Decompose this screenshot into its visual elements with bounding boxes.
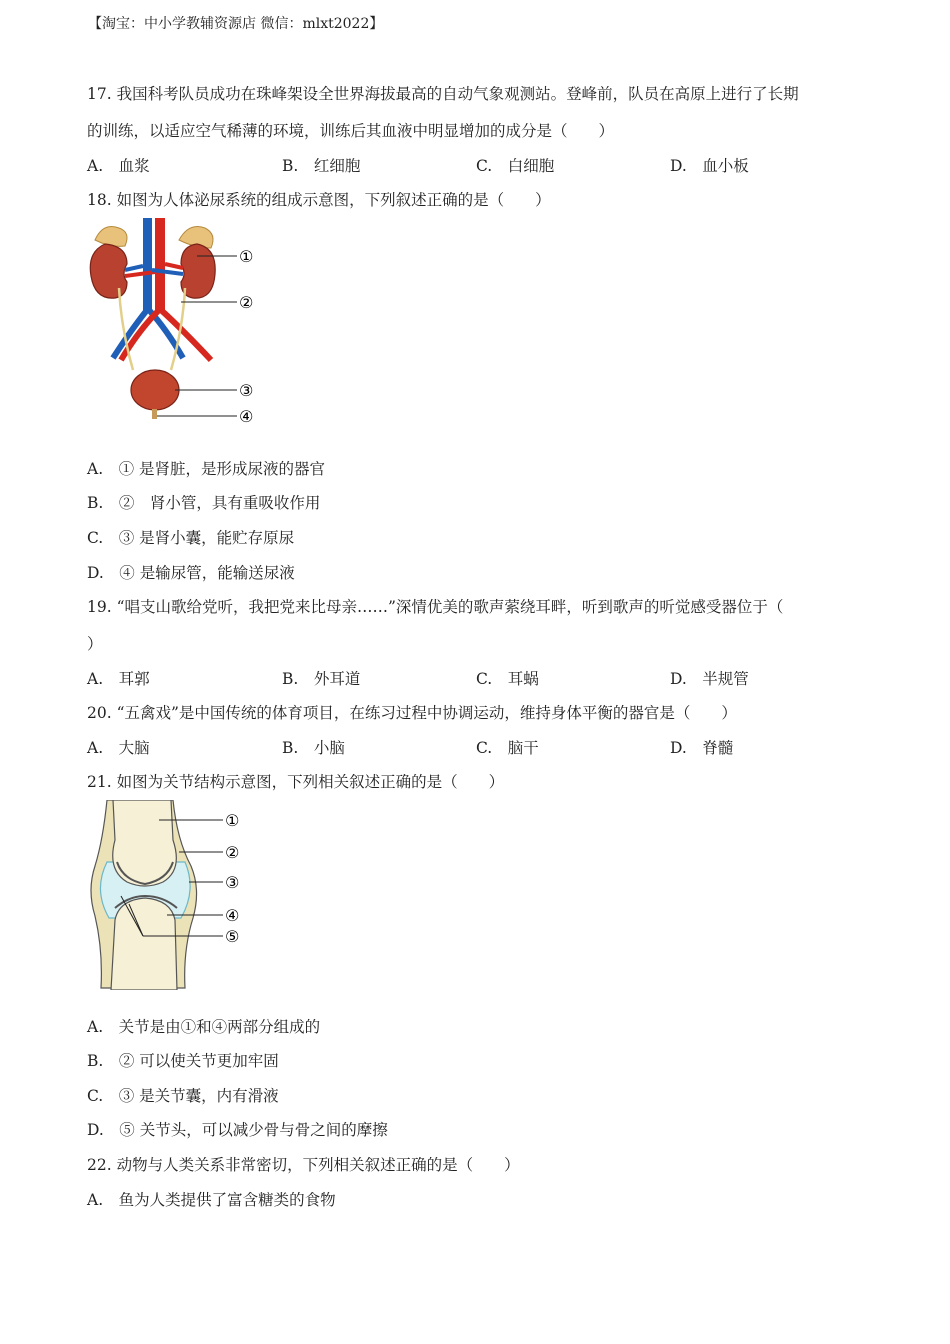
q20-option-c: C. 脑干 <box>476 739 539 757</box>
joint-figure-label-5: ⑤ <box>225 927 240 946</box>
q18-option-c: C. ③ 是肾小囊，能贮存原尿 <box>87 529 295 547</box>
q21-stem: 21. 如图为关节结构示意图，下列相关叙述正确的是（ ） <box>87 773 505 791</box>
joint-figure-label-1: ① <box>225 811 240 830</box>
kidney-figure-label-4: ④ <box>239 407 254 426</box>
q21-option-a: A. 关节是由①和④两部分组成的 <box>87 1018 321 1036</box>
q18-option-b: B. ② 肾小管，具有重吸收作用 <box>87 494 321 512</box>
q20-option-b: B. 小脑 <box>282 739 345 757</box>
kidney-figure-label-3: ③ <box>239 381 254 400</box>
urinary-system-figure <box>85 218 270 433</box>
q17-option-b: B. 红细胞 <box>282 157 361 175</box>
q19-option-c: C. 耳蜗 <box>476 670 539 688</box>
q17-option-d: D. 血小板 <box>670 157 749 175</box>
q21-option-c: C. ③ 是关节囊，内有滑液 <box>87 1087 279 1105</box>
q22-stem: 22. 动物与人类关系非常密切，下列相关叙述正确的是（ ） <box>87 1156 520 1174</box>
q18-option-d: D. ④ 是输尿管，能输送尿液 <box>87 564 295 582</box>
kidney-figure-label-1: ① <box>239 247 254 266</box>
q19-option-b: B. 外耳道 <box>282 670 361 688</box>
q22-option-a: A. 鱼为人类提供了富含糖类的食物 <box>87 1191 336 1209</box>
q19-line2: ） <box>87 635 103 653</box>
page-header: 【淘宝：中小学教辅资源店 微信：mlxt2022】 <box>88 16 384 32</box>
q20-option-d: D. 脊髓 <box>670 739 734 757</box>
q21-option-b: B. ② 可以使关节更加牢固 <box>87 1052 279 1070</box>
q17-option-c: C. 白细胞 <box>476 157 555 175</box>
q20-stem: 20. “五禽戏”是中国传统的体育项目，在练习过程中协调运动，维持身体平衡的器官是（ ） <box>87 704 737 722</box>
q19-line1: 19. “唱支山歌给党听，我把党来比母亲……”深情优美的歌声萦绕耳畔，听到歌声的听觉感受器位于（ <box>87 598 784 616</box>
joint-figure-label-3: ③ <box>225 873 240 892</box>
joint-figure-label-4: ④ <box>225 906 240 925</box>
q20-option-a: A. 大脑 <box>87 739 150 757</box>
joint-structure-figure <box>85 800 250 990</box>
q19-option-a: A. 耳郭 <box>87 670 150 688</box>
q21-option-d: D. ⑤ 关节头，可以减少骨与骨之间的摩擦 <box>87 1121 388 1139</box>
q17-option-a: A. 血浆 <box>87 157 150 175</box>
joint-figure-label-2: ② <box>225 843 240 862</box>
q18-option-a: A. ① 是肾脏，是形成尿液的器官 <box>87 460 326 478</box>
kidney-figure-label-2: ② <box>239 293 254 312</box>
q19-option-d: D. 半规管 <box>670 670 749 688</box>
q17-line2: 的训练，以适应空气稀薄的环境，训练后其血液中明显增加的成分是（ ） <box>87 122 615 140</box>
q18-stem: 18. 如图为人体泌尿系统的组成示意图，下列叙述正确的是（ ） <box>87 191 551 209</box>
q17-line1: 17. 我国科考队员成功在珠峰架设全世界海拔最高的自动气象观测站。登峰前，队员在高原上进行了长期 <box>87 85 799 103</box>
